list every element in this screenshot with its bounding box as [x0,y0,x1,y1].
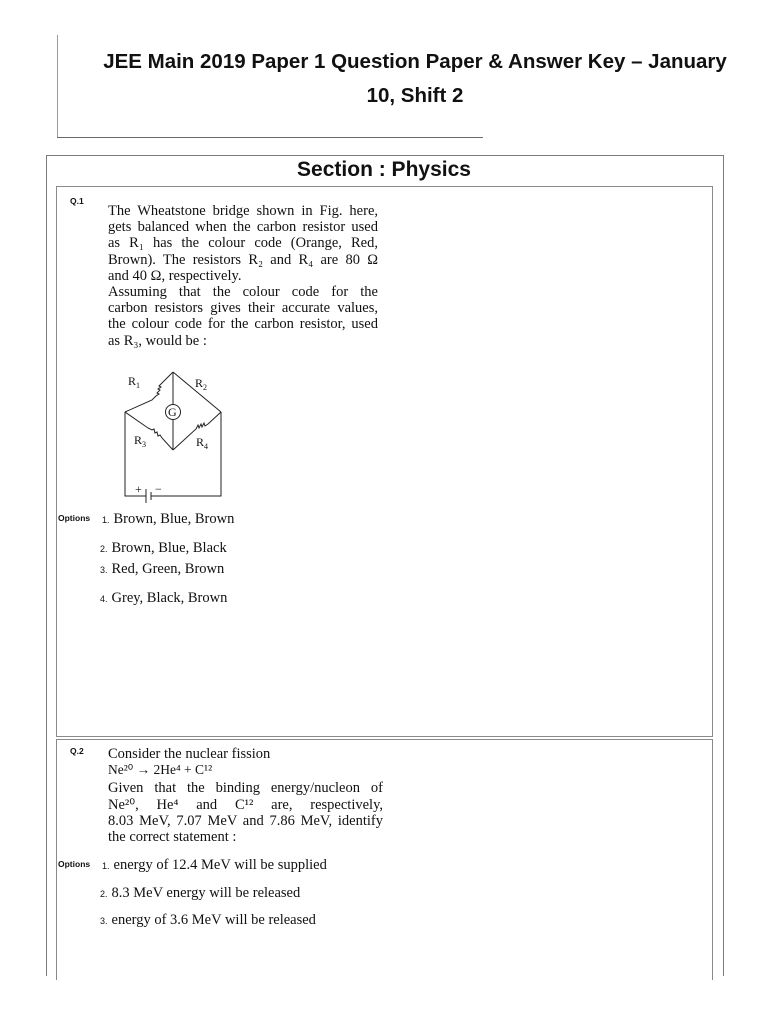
label-r4-sub: 4 [204,442,209,451]
label-r1: $R_1$ [128,374,141,390]
question-2-line: the correct statement : [108,829,237,846]
question-1-line: and 40 Ω, respectively. [108,267,242,284]
q1-option-2[interactable] [100,540,227,557]
section-heading: Section : Physics [297,158,471,181]
q2-option-2[interactable] [100,885,300,902]
option-number: 2. [100,544,108,554]
question-1-line: The Wheatstone bridge shown in Fig. here, [108,203,378,219]
question-2-line: Ne²⁰, He⁴ and C¹² are, respectively, [108,796,383,813]
question-1-line: the colour code for the carbon resistor, used [108,316,378,333]
label-galvanometer: G [168,405,177,419]
fission-reaction: Ne²⁰ → 2He⁴ + C¹² [108,762,213,778]
label-r3: $R_3$ [134,433,147,449]
wheatstone-bridge-diagram [108,366,238,508]
question-2-text [108,746,383,845]
battery-minus: − [155,482,162,496]
option-number: 1. [102,515,110,525]
option-text: Grey, Black, Brown [111,590,228,606]
document-title-line-1: JEE Main 2019 Paper 1 Question Paper & Answer Key – January [103,50,727,73]
question-1-line: Assuming that the colour code for the [108,284,378,301]
option-text: Red, Green, Brown [111,561,225,577]
question-1-text [108,203,378,349]
label-r3-sub: 3 [142,440,147,449]
label-r4: $R_4$ [196,435,209,451]
question-1-line: carbon resistors gives their accurate values, [108,300,378,317]
q1-option-4[interactable] [100,590,227,607]
question-2-options-label: Options [58,859,91,869]
option-number: 3. [100,565,108,575]
question-2-line: 8.03 MeV, 7.07 MeV and 7.86 MeV, identify [108,812,383,829]
option-number: 1. [102,861,110,871]
label-r1-sub: 1 [136,381,141,390]
option-text: energy of 3.6 MeV will be released [111,912,316,928]
question-1-number: Q.1 [70,196,84,206]
option-number: 4. [100,594,108,604]
option-number: 2. [100,889,108,899]
question-2-line: Consider the nuclear fission [108,746,271,762]
label-r2: $R_2$ [195,376,208,392]
battery-plus: + [135,482,142,496]
option-text: energy of 12.4 MeV will be supplied [113,857,327,873]
question-2-line: Given that the binding energy/nucleon of [108,780,383,797]
question-1-line: as R₃, would be : [108,332,207,349]
question-1-line: as R₁ has the colour code (Orange, Red, [108,235,378,252]
q2-option-3[interactable] [100,912,316,929]
question-1-options-label: Options [58,513,91,523]
label-r2-sub: 2 [203,383,208,392]
question-1-line: Brown). The resistors R₂ and R₄ are 80 Ω [108,251,378,268]
option-text: Brown, Blue, Black [111,540,227,556]
option-number: 3. [100,916,108,926]
r3-arm [125,412,173,450]
title-underline [57,137,483,138]
option-text: Brown, Blue, Brown [113,511,235,527]
document-title-line-2: 10, Shift 2 [366,84,464,107]
option-text: 8.3 MeV energy will be released [111,885,301,901]
question-2-number: Q.2 [70,746,84,756]
question-1-line: gets balanced when the carbon resistor used [108,219,378,236]
q2-option-1[interactable] [102,857,327,874]
q1-option-3[interactable] [100,561,224,578]
q1-option-1[interactable] [102,511,234,528]
